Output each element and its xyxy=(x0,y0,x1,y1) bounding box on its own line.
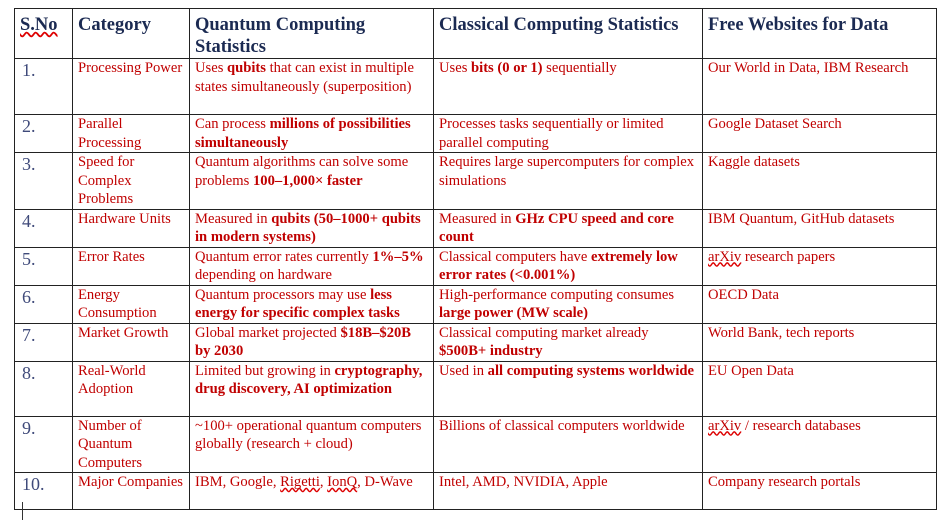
quantum-cell: ~100+ operational quantum computers globally (research + cloud) xyxy=(190,416,434,473)
quantum-cell: Quantum error rates currently 1%–5% depending on hardware xyxy=(190,247,434,285)
websites-cell: Google Dataset Search xyxy=(703,115,937,153)
websites-cell: World Bank, tech reports xyxy=(703,323,937,361)
quantum-cell: Measured in qubits (50–1000+ qubits in modern systems) xyxy=(190,209,434,247)
websites-cell: arXiv / research databases xyxy=(703,416,937,473)
classical-cell: Classical computing market already $500B+ industry xyxy=(434,323,703,361)
websites-cell: IBM Quantum, GitHub datasets xyxy=(703,209,937,247)
category-cell: Market Growth xyxy=(73,323,190,361)
header-sno: S.No xyxy=(15,9,73,59)
header-quantum: Quantum Computing Statistics xyxy=(190,9,434,59)
quantum-cell: IBM, Google, Rigetti, IonQ, D-Wave xyxy=(190,473,434,510)
table-row xyxy=(15,115,937,153)
header-row xyxy=(15,9,937,59)
header-classical: Classical Computing Statistics xyxy=(434,9,703,59)
classical-cell: Used in all computing systems worldwide xyxy=(434,361,703,416)
quantum-cell: Quantum processors may use less energy for specific complex tasks xyxy=(190,285,434,323)
row-number: 5. xyxy=(15,247,73,285)
table-row xyxy=(15,361,937,416)
classical-cell: Processes tasks sequentially or limited parallel computing xyxy=(434,115,703,153)
row-number: 10. xyxy=(15,473,73,510)
header-category: Category xyxy=(73,9,190,59)
row-number: 2. xyxy=(15,115,73,153)
websites-cell: Company research portals xyxy=(703,473,937,510)
websites-cell: OECD Data xyxy=(703,285,937,323)
comparison-table xyxy=(14,8,937,510)
row-number: 1. xyxy=(15,59,73,115)
classical-cell: Billions of classical computers worldwide xyxy=(434,416,703,473)
row-number: 8. xyxy=(15,361,73,416)
table-row xyxy=(15,209,937,247)
quantum-cell: Limited but growing in cryptography, drug discovery, AI optimization xyxy=(190,361,434,416)
classical-cell: Measured in GHz CPU speed and core count xyxy=(434,209,703,247)
quantum-cell: Quantum algorithms can solve some problems 100–1,000× faster xyxy=(190,153,434,210)
row-number: 3. xyxy=(15,153,73,210)
table-row xyxy=(15,153,937,210)
websites-cell: Kaggle datasets xyxy=(703,153,937,210)
category-cell: Error Rates xyxy=(73,247,190,285)
table-row xyxy=(15,59,937,115)
classical-cell: High-performance computing consumes large power (MW scale) xyxy=(434,285,703,323)
category-cell: Major Companies xyxy=(73,473,190,510)
quantum-cell: Uses qubits that can exist in multiple states simultaneously (superposition) xyxy=(190,59,434,115)
category-cell: Number of Quantum Computers xyxy=(73,416,190,473)
quantum-cell: Can process millions of possibilities simultaneously xyxy=(190,115,434,153)
category-cell: Real-World Adoption xyxy=(73,361,190,416)
page-margin-line xyxy=(22,502,23,520)
row-number: 6. xyxy=(15,285,73,323)
websites-cell: Our World in Data, IBM Research xyxy=(703,59,937,115)
row-number: 4. xyxy=(15,209,73,247)
websites-cell: arXiv research papers xyxy=(703,247,937,285)
category-cell: Hardware Units xyxy=(73,209,190,247)
header-websites: Free Websites for Data xyxy=(703,9,937,59)
websites-cell: EU Open Data xyxy=(703,361,937,416)
category-cell: Energy Consumption xyxy=(73,285,190,323)
classical-cell: Uses bits (0 or 1) sequentially xyxy=(434,59,703,115)
table-row xyxy=(15,473,937,510)
classical-cell: Intel, AMD, NVIDIA, Apple xyxy=(434,473,703,510)
classical-cell: Requires large supercomputers for complex simulations xyxy=(434,153,703,210)
table-row xyxy=(15,247,937,285)
category-cell: Speed for Complex Problems xyxy=(73,153,190,210)
row-number: 7. xyxy=(15,323,73,361)
table-row xyxy=(15,285,937,323)
quantum-cell: Global market projected $18B–$20B by 2030 xyxy=(190,323,434,361)
category-cell: Parallel Processing xyxy=(73,115,190,153)
row-number: 9. xyxy=(15,416,73,473)
table-row xyxy=(15,323,937,361)
category-cell: Processing Power xyxy=(73,59,190,115)
classical-cell: Classical computers have extremely low error rates (<0.001%) xyxy=(434,247,703,285)
table-row xyxy=(15,416,937,473)
